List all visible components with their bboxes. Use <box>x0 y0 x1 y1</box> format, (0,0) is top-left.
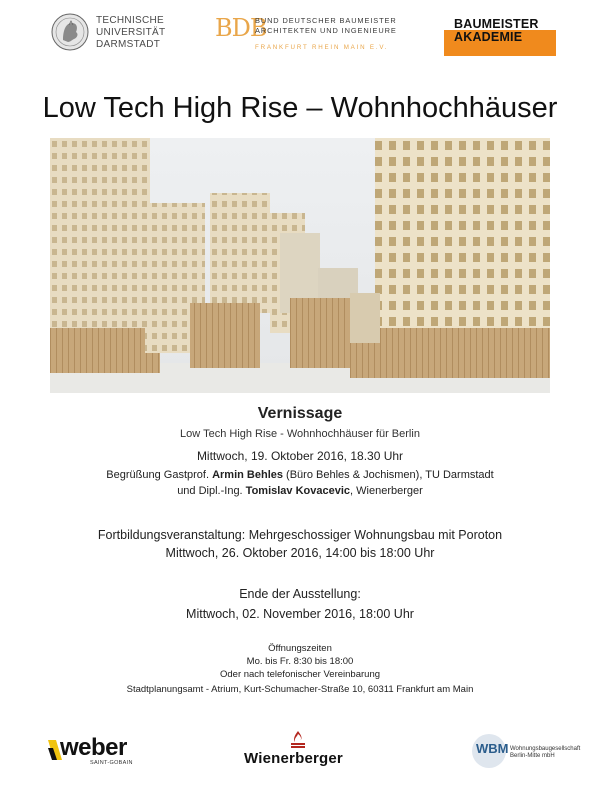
bdb-line-2: ARCHITEKTEN UND INGENIEURE <box>255 26 397 35</box>
wbm-wordmark: WBM <box>476 741 509 756</box>
bdb-line-1: BUND DEUTSCHER BAUMEISTER <box>255 16 397 25</box>
bdb-logo <box>215 14 415 58</box>
akademie-line-1: BAUMEISTER <box>454 17 539 31</box>
flame-bricks-icon <box>288 730 308 750</box>
tu-darmstadt-logo <box>50 12 180 56</box>
tu-seal-icon <box>50 12 90 52</box>
address: Stadtplanungsamt - Atrium, Kurt-Schumacher-Straße 10, 60311 Frankfurt am Main <box>126 684 474 695</box>
weber-logo <box>48 734 138 772</box>
ende-title: Ende der Ausstellung: <box>239 587 361 601</box>
fortbildung-title: Fortbildungsveranstaltung: Mehrgeschossiger Wohnungsbau mit Poroton <box>97 528 503 542</box>
speaker-name-1: Armin Behles <box>212 469 283 481</box>
opening-hours: Mo. bis Fr. 8:30 bis 18:00 <box>246 656 354 667</box>
weber-wordmark: weber <box>60 734 127 761</box>
tu-line-1: TECHNISCHE <box>96 15 165 26</box>
tu-line-2: UNIVERSITÄT <box>96 27 166 38</box>
ende-date: Mittwoch, 02. November 2016, 18:00 Uhr <box>186 607 414 621</box>
greeting-suffix: (Büro Behles & Jochismen), TU Darmstadt <box>283 469 494 481</box>
bdb-monogram: BDB <box>215 14 267 42</box>
greeting-line-2 <box>0 485 600 497</box>
baumeister-akademie-logo <box>444 16 556 56</box>
appointment-note: Oder nach telefonischer Vereinbarung <box>219 669 381 680</box>
wbm-line-2: Berlin-Mitte mbH <box>510 753 555 759</box>
wienerberger-wordmark: Wienerberger <box>244 750 343 767</box>
weber-subline: SAINT-GOBAIN <box>90 760 133 766</box>
bdb-subline: FRANKFURT RHEIN MAIN E.V. <box>255 44 389 51</box>
wienerberger-logo <box>238 730 362 770</box>
greeting-prefix: Begrüßung Gastprof. <box>106 469 213 481</box>
architecture-model-photo <box>50 138 550 393</box>
wbm-logo <box>472 734 582 774</box>
page-title: Low Tech High Rise – Wohnhochhäuser <box>42 92 558 124</box>
greeting-suffix-2: , Wienerberger <box>350 485 423 497</box>
akademie-line-2: AKADEMIE <box>454 30 523 44</box>
greeting-line-1 <box>0 469 600 481</box>
tu-line-3: DARMSTADT <box>96 39 161 50</box>
vernissage-heading: Vernissage <box>257 405 343 422</box>
speaker-name-2: Tomislav Kovacevic <box>245 485 351 497</box>
oeffnungszeiten-title: Öffnungszeiten <box>268 643 332 654</box>
wbm-line-1: Wohnungsbaugesellschaft <box>510 746 581 752</box>
greeting-prefix-2: und Dipl.-Ing. <box>177 485 246 497</box>
fortbildung-date: Mittwoch, 26. Oktober 2016, 14:00 bis 18:00 Uhr <box>165 546 435 560</box>
vernissage-date: Mittwoch, 19. Oktober 2016, 18.30 Uhr <box>196 449 404 463</box>
vernissage-subtitle: Low Tech High Rise - Wohnhochhäuser für Berlin <box>180 428 420 440</box>
